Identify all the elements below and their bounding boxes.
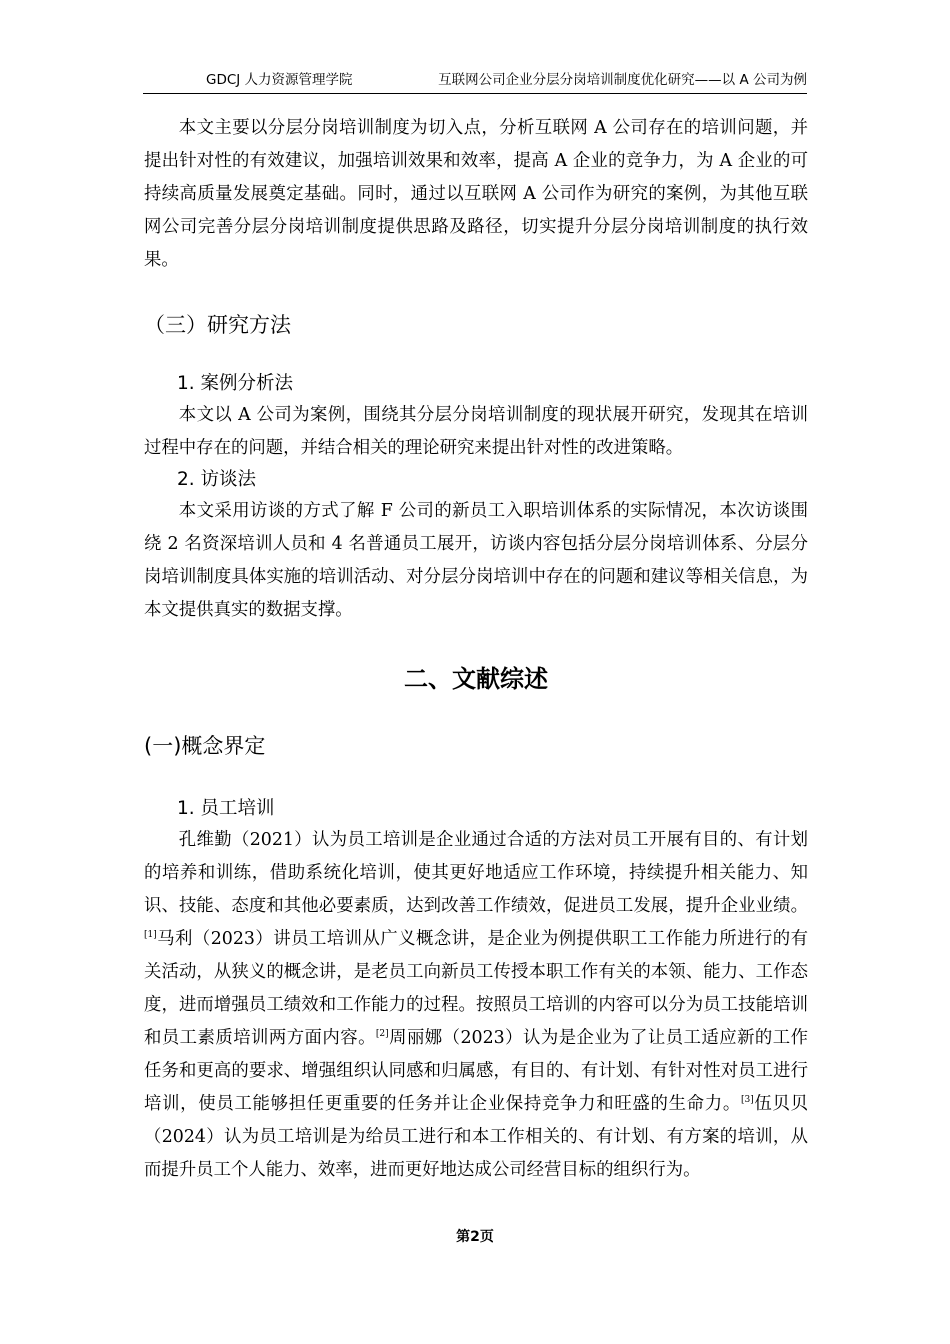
subheading-employee-training: 1. 员工培训 [177, 798, 275, 819]
section-heading-concepts: (一)概念界定 [144, 734, 266, 758]
case-method-paragraph: 本文以 A 公司为案例，围绕其分层分岗培训制度的现状展开研究，发现其在培训过程中存在的问题，并结合相关的理论研究来提出针对性的改进策略。 [144, 405, 808, 458]
employee-training-paragraph [144, 824, 808, 1187]
page-content [144, 112, 808, 1187]
section-heading-methods: （三）研究方法 [144, 313, 291, 337]
citation-1: [1] [144, 930, 157, 941]
intro-paragraph: 本文主要以分层分岗培训制度为切入点，分析互联网 A 公司存在的培训问题，并提出针对性的有效建议，加强培训效果和效率，提高 A 企业的竞争力，为 A 企业的可持续高质量发展奠定基础。同时，通过以互联网 A 公司作为研究的案例，为其他互联网公司完善分层分岗培训制度提供思路及路径，切实提升分层分岗培训制度的执行效果。 [144, 118, 808, 270]
interview-method-paragraph: 本文采用访谈的方式了解 F 公司的新员工入职培训体系的实际情况，本次访谈围绕 2 名资深培训人员和 4 名普通员工展开，访谈内容包括分层分岗培训体系、分层分岗培训制度具体实施的培训活动、对分层分岗培训中存在的问题和建议等相关信息，为本文提供真实的数据支撑。 [144, 501, 808, 620]
header-school: GDCJ 人力资源管理学院 [206, 72, 353, 88]
header-rule [143, 93, 807, 94]
citation-3: [3] [740, 1095, 754, 1106]
chapter-heading: 二、文献综述 [404, 665, 548, 693]
citation-2: [2] [375, 1029, 389, 1040]
subheading-case-method: 1. 案例分析法 [177, 373, 294, 394]
header-thesis-title: 互联网公司企业分层分岗培训制度优化研究——以 A 公司为例 [438, 72, 807, 88]
training-text-3: 周丽娜（2023）认为是企业为了让员工适应新的工作任务和更高的要求、增强组织认同感和归属感，有目的、有计划、有针对性对员工进行培训，使员工能够担任更重要的任务并让企业保持竞争力和旺盛的生命力。 [144, 1028, 808, 1114]
subheading-interview-method: 2. 访谈法 [177, 469, 257, 490]
training-text-4: 伍贝贝（2024）认为员工培训是为给员工进行和本工作相关的、有计划、有方案的培训，从而提升员工个人能力、效率，进而更好地达成公司经营目标的组织行为。 [144, 1094, 808, 1180]
training-text-1: 孔维勤（2021）认为员工培训是企业通过合适的方法对员工开展有目的、有计划的培养和训练，借助系统化培训，使其更好地适应工作环境，持续提升相关能力、知识、技能、态度和其他必要素质，达到改善工作绩效，促进员工发展，提升企业业绩。 [144, 830, 808, 916]
page-number: 第2页 [456, 1229, 494, 1245]
training-text-2: 马利（2023）讲员工培训从广义概念讲，是企业为例提供职工工作能力所进行的有关活动，从狭义的概念讲，是老员工向新员工传授本职工作有关的本领、能力、工作态度，进而增强员工绩效和工作能力的过程。按照员工培训的内容可以分为员工技能培训和员工素质培训两方面内容。 [144, 929, 808, 1048]
page-header [0, 62, 950, 94]
